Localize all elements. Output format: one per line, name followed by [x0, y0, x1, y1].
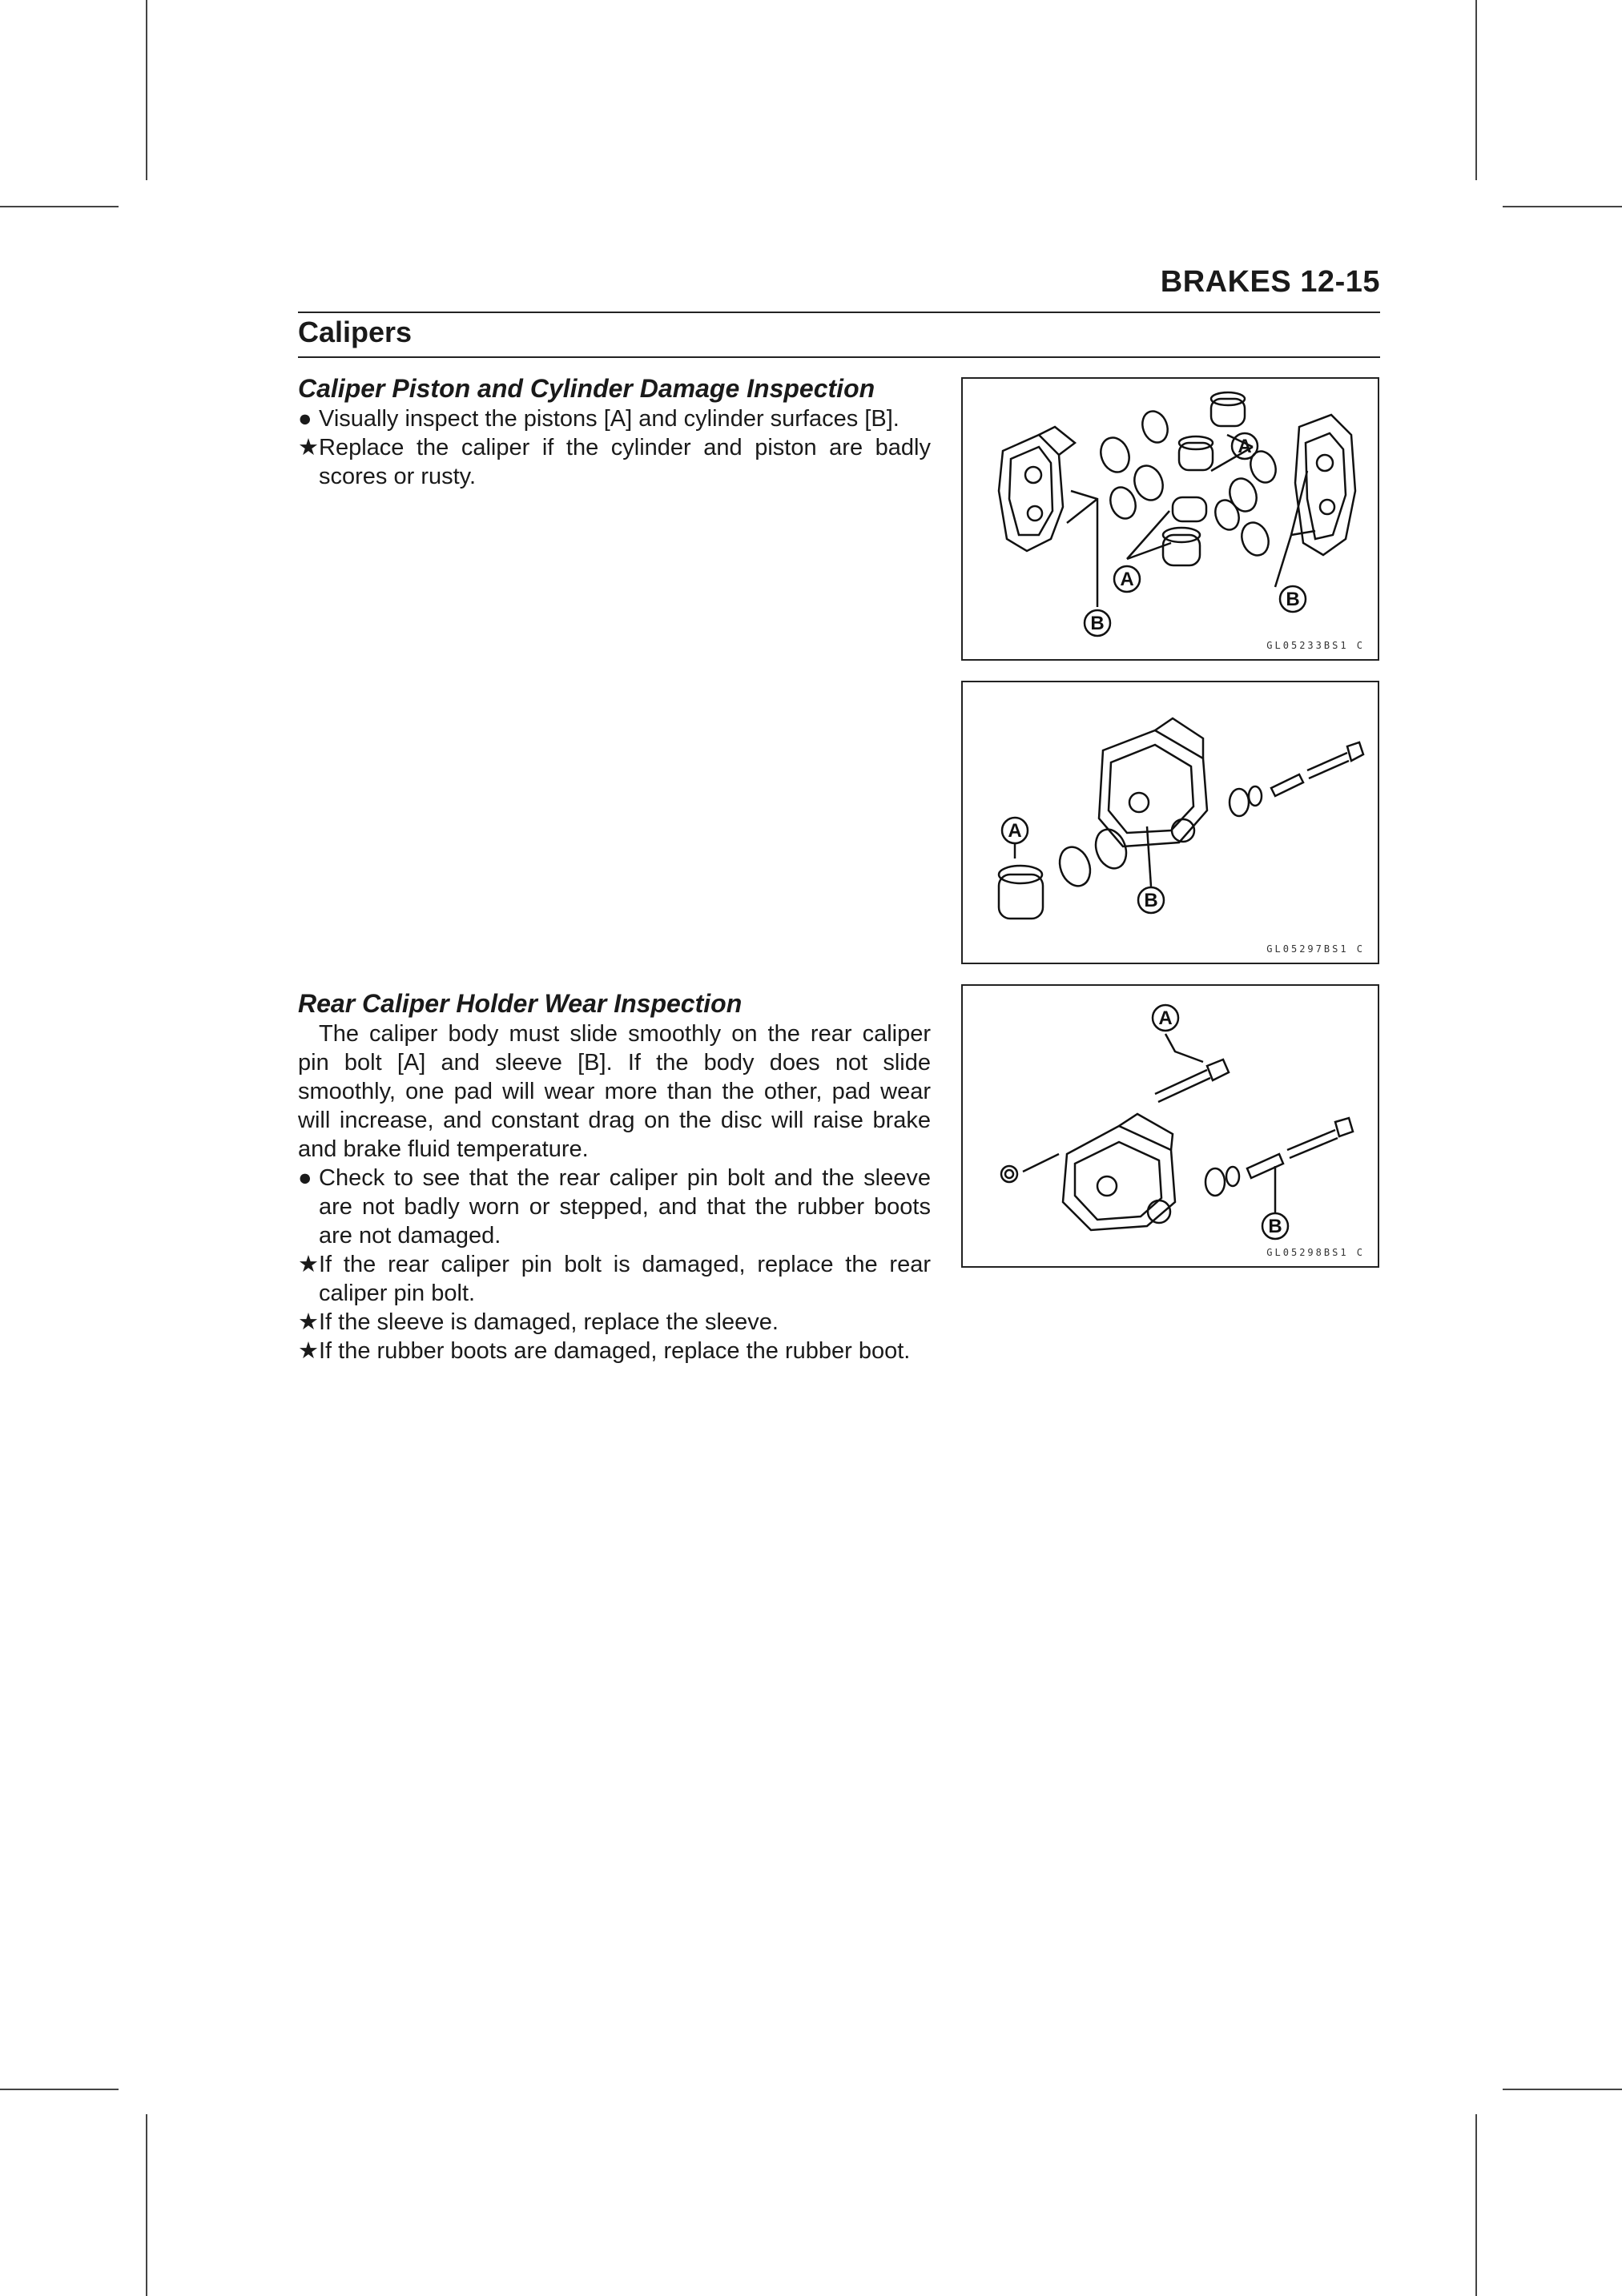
list-item [298, 1308, 931, 1337]
section-title: Calipers [298, 316, 413, 348]
callout-label: B [1286, 589, 1300, 610]
list-item [298, 433, 931, 491]
piston-inspection-heading: Caliper Piston and Cylinder Damage Inspection [298, 374, 875, 403]
star-mark: ★ [298, 1309, 319, 1335]
bullet-mark: ● [298, 406, 312, 432]
figure-front-caliper-pistons [961, 377, 1379, 661]
page-header-title: BRAKES 12-15 [1160, 265, 1380, 299]
callout-label: A [1120, 569, 1134, 590]
rear-caliper-piston-illustration [963, 682, 1378, 963]
rear-caliper-holder-illustration [963, 986, 1378, 1266]
crop-mark [1475, 0, 1477, 180]
crop-mark [1475, 2114, 1477, 2296]
list-item-text: If the sleeve is damaged, replace the sleeve. [319, 1309, 779, 1335]
callout-label: A [1008, 820, 1022, 842]
figure-code: GL05298BS1 C [1266, 1247, 1365, 1258]
list-item [298, 404, 931, 433]
list-item [298, 1337, 931, 1365]
crop-mark [146, 0, 147, 180]
callout-label: A [1238, 436, 1252, 457]
figure-rear-caliper-holder [961, 984, 1379, 1268]
holder-inspection-heading: Rear Caliper Holder Wear Inspection [298, 989, 743, 1018]
list-item [298, 1164, 931, 1250]
crop-mark [1503, 2089, 1622, 2090]
holder-inspection-section [298, 987, 931, 1365]
star-mark: ★ [298, 1338, 319, 1364]
callout-label: B [1268, 1216, 1282, 1237]
star-mark: ★ [298, 435, 319, 460]
figure-code: GL05297BS1 C [1266, 943, 1365, 955]
callout-label: B [1090, 613, 1105, 634]
section-rule [298, 356, 1380, 358]
header-rule [298, 312, 1380, 313]
holder-intro-paragraph: The caliper body must slide smoothly on the rear caliper pin bolt [A] and sleeve [B]. If the body does not slide smoothly, one pad will wear more than the other, pad wear will increase, and constant drag on the disc will raise brake and brake fluid temperature. [298, 1021, 931, 1162]
crop-mark [0, 2089, 119, 2090]
crop-mark [0, 206, 119, 207]
callout-label: B [1144, 890, 1158, 911]
list-item-text: Check to see that the rear caliper pin bolt and the sleeve are not badly worn or stepped, and that the rubber boots are not damaged. [319, 1165, 931, 1249]
piston-inspection-section [298, 372, 931, 491]
list-item-text: If the rubber boots are damaged, replace the rubber boot. [319, 1338, 911, 1364]
crop-mark [1503, 206, 1622, 207]
list-item [298, 1250, 931, 1308]
star-mark: ★ [298, 1252, 319, 1277]
figure-rear-caliper-piston [961, 681, 1379, 964]
bullet-mark: ● [298, 1165, 312, 1191]
callout-label: A [1158, 1007, 1173, 1029]
crop-mark [146, 2114, 147, 2296]
front-caliper-illustration [963, 379, 1378, 659]
list-item-text: Replace the caliper if the cylinder and piston are badly scores or rusty. [319, 435, 931, 489]
list-item-text: If the rear caliper pin bolt is damaged, replace the rear caliper pin bolt. [319, 1252, 931, 1306]
figure-code: GL05233BS1 C [1266, 640, 1365, 651]
list-item-text: Visually inspect the pistons [A] and cylinder surfaces [B]. [319, 406, 900, 432]
